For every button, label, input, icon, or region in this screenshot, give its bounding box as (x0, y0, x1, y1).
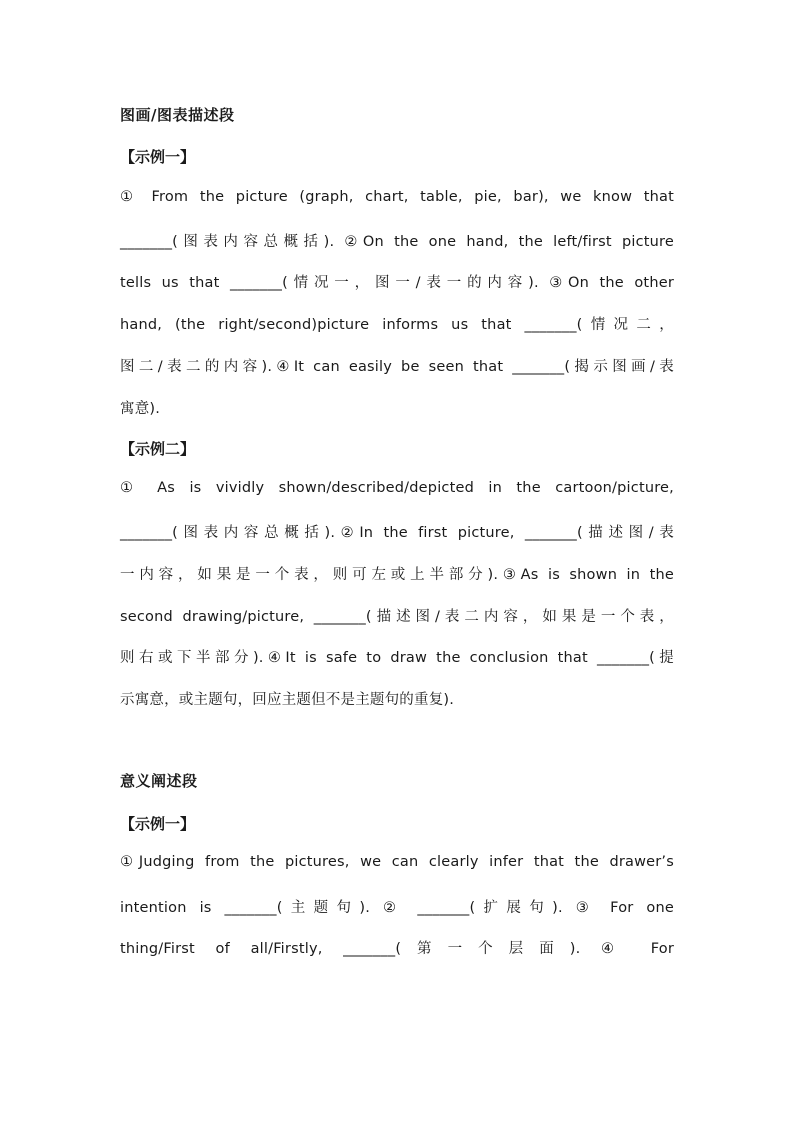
example-label: 【示例二】 (120, 440, 196, 458)
paragraph-line: intention is _______(主题句). ② _______(扩展句). ③ For one (120, 900, 674, 916)
paragraph-line: ① From the picture (graph, chart, table, pie, bar), we know that (120, 189, 674, 205)
paragraph-line: 一内容，如果是一个表，则可左或上半部分).③As is shown in the (120, 567, 674, 583)
paragraph-line: hand, (the right/second)picture informs us that _______(情况二， (120, 317, 674, 333)
paragraph-line: ①Judging from the pictures, we can clearly infer that the drawer’s (120, 854, 674, 870)
paragraph-line: 寓意). (120, 401, 161, 417)
paragraph-line: tells us that _______(情况一，图一/表一的内容). ③On the other (120, 275, 674, 291)
paragraph-line: 则右或下半部分).④It is safe to draw the conclusion that _______(提 (120, 650, 674, 666)
section-heading-significance: 意义阐述段 (120, 772, 198, 790)
paragraph-line: _______(图表内容总概括). ②On the one hand, the left/first picture (120, 234, 674, 250)
paragraph-line: thing/First of all/Firstly, _______(第一个层面). ④ For (120, 941, 674, 957)
example-label: 【示例一】 (120, 815, 196, 833)
paragraph-line: second drawing/picture, _______(描述图/表二内容，如果是一个表， (120, 609, 674, 625)
paragraph-line: ① As is vividly shown/described/depicted in the cartoon/picture, (120, 480, 674, 496)
paragraph-line: 示寓意，或主题句，回应主题但不是主题句的重复). (120, 692, 455, 708)
paragraph-line: _______(图表内容总概括).②In the first picture, _______(描述图/表 (120, 525, 674, 541)
section-heading-picture-description: 图画/图表描述段 (120, 106, 235, 124)
paragraph-line: 图二/表二的内容).④It can easily be seen that _______(揭示图画/表 (120, 359, 674, 375)
example-label: 【示例一】 (120, 148, 196, 166)
